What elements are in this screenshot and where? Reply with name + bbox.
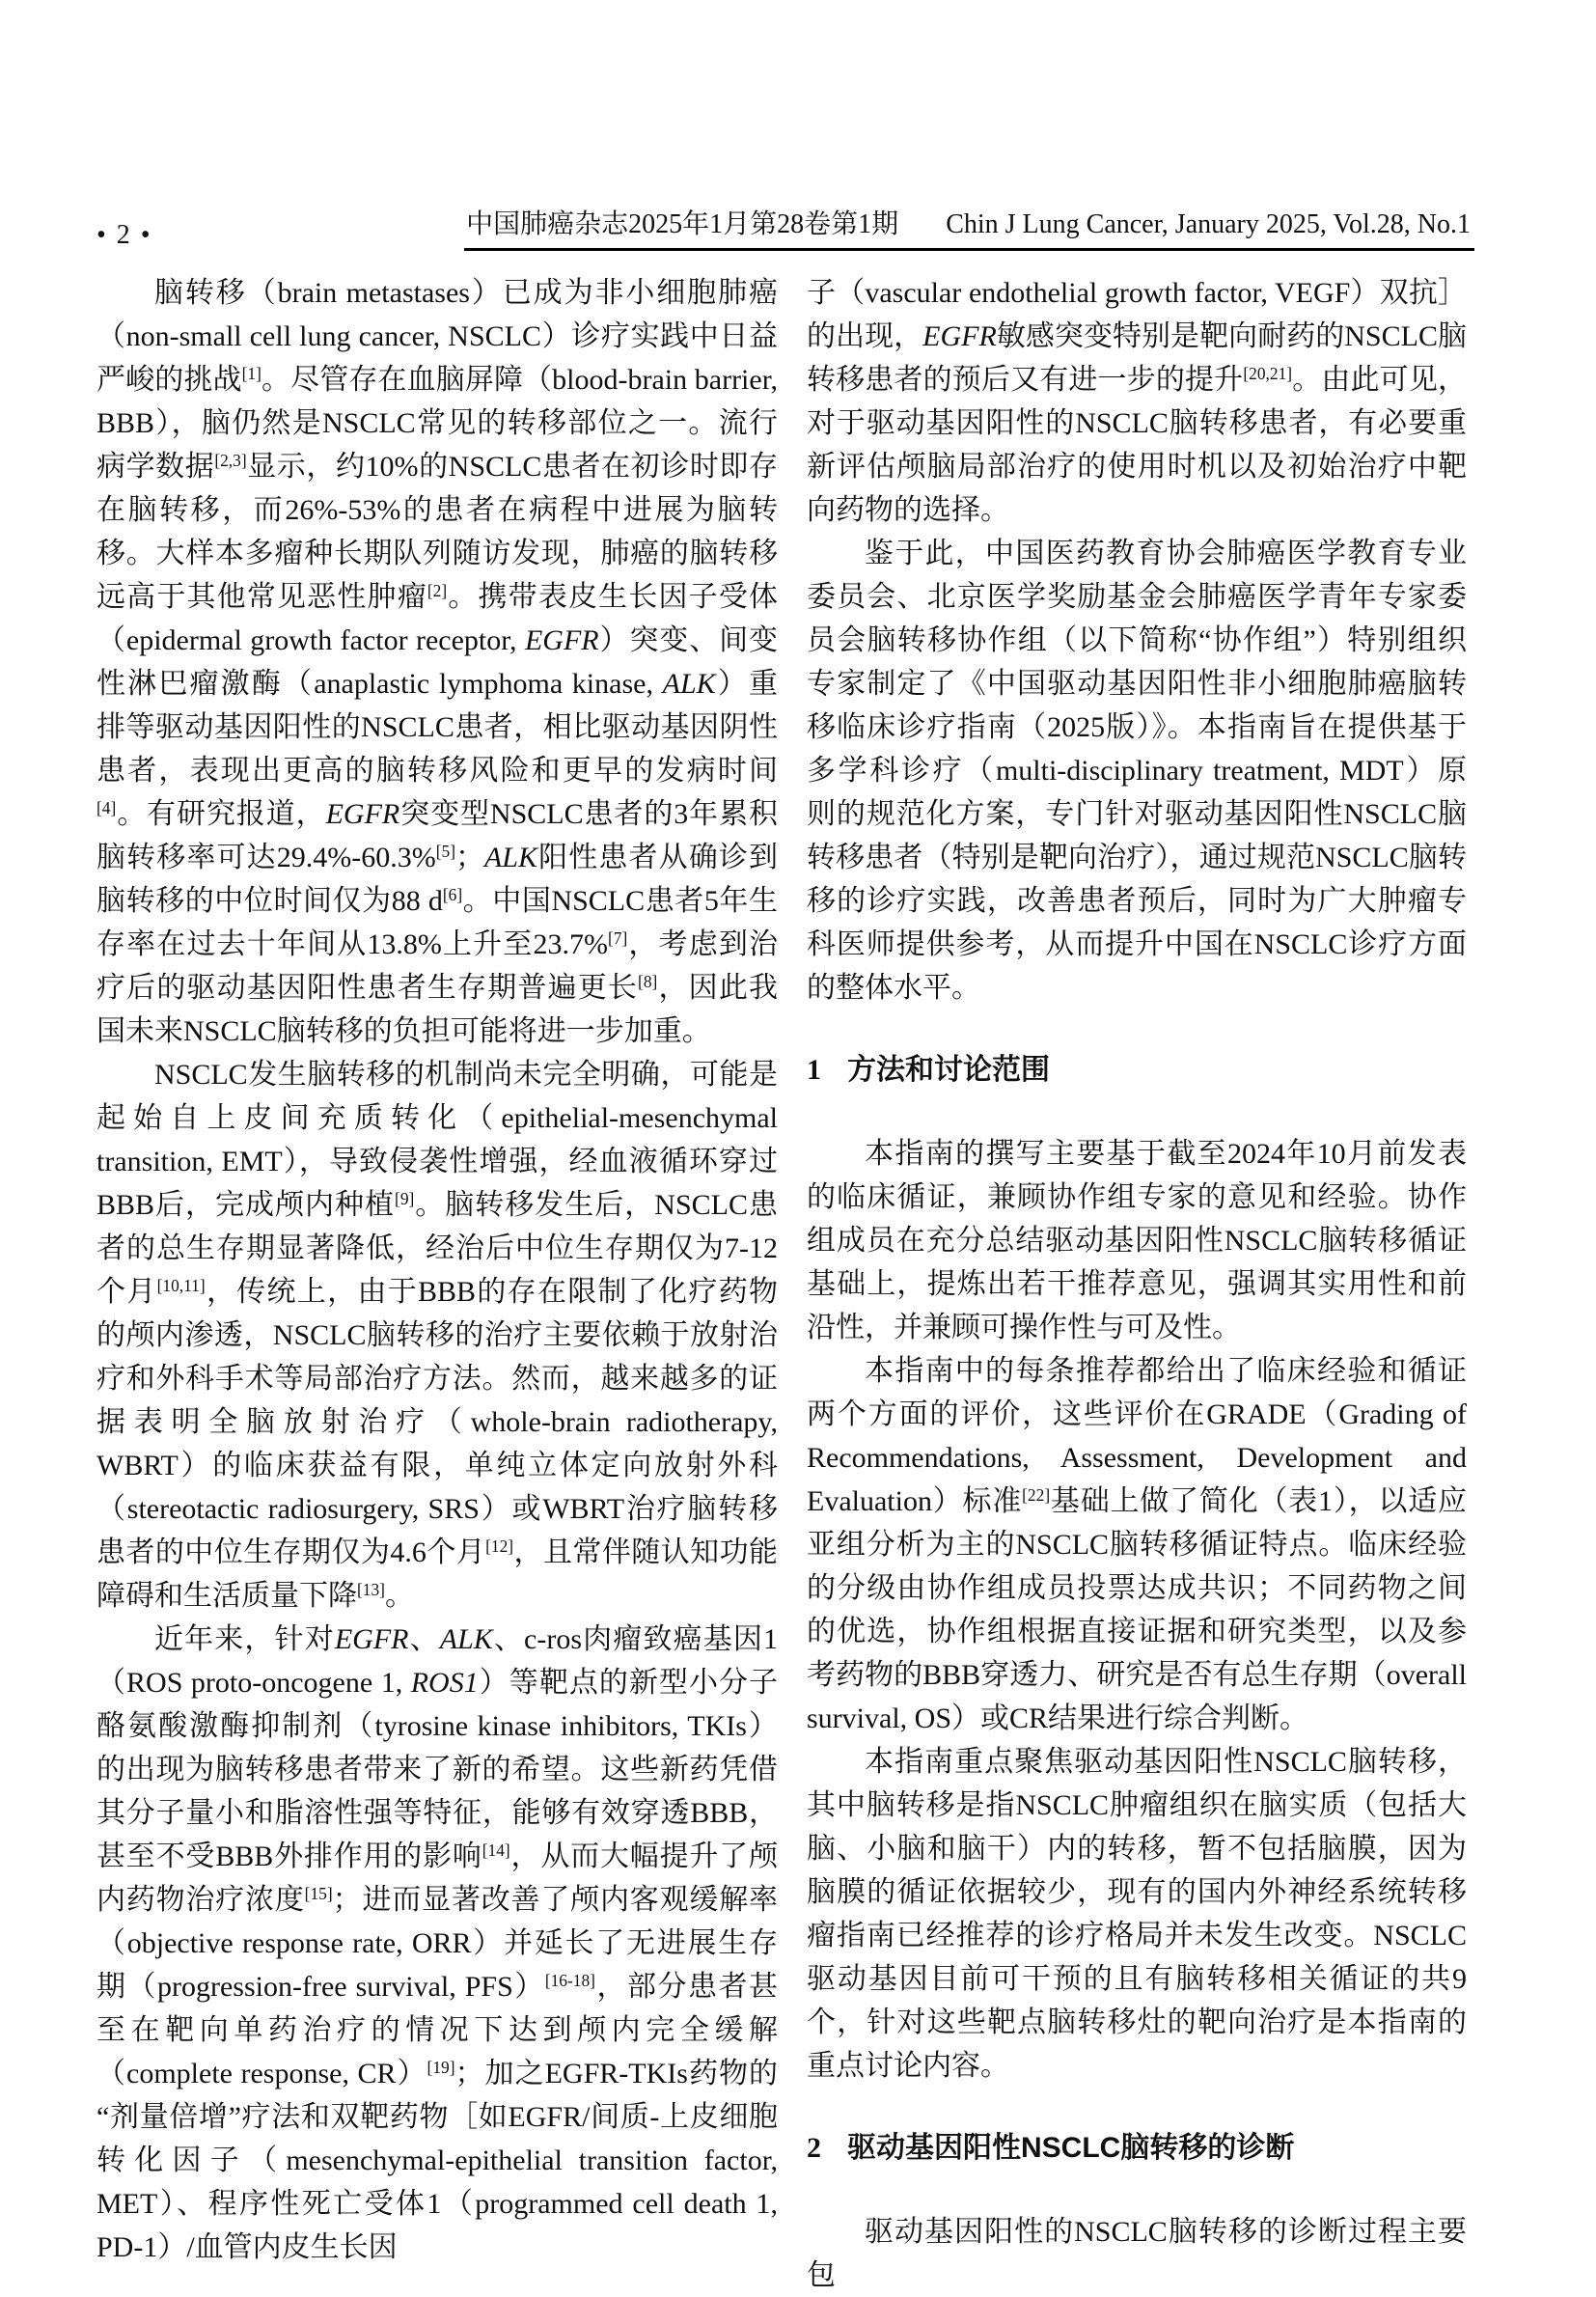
text-run: 敏感突变特别是靶向耐药的NSCLC脑转移患者的预后又有进一步的提升 (807, 320, 1468, 396)
text-run: ，从而大幅提升了颅内药物治疗浓度 (96, 1840, 778, 1916)
gene-name: EGFR (325, 798, 400, 830)
text-run: 。有研究报道， (116, 798, 326, 830)
text-run: 、c-ros肉瘤致癌基因1（ROS proto-oncogene 1, (96, 1623, 778, 1699)
text-run: 。携带表皮生长因子受体（epidermal growth factor receptor, (96, 581, 778, 656)
section-number: 2 (807, 2132, 821, 2164)
text-run: 。中国NSCLC患者5年生存率在过去十年间从13.8%上升至23.7% (96, 885, 779, 960)
gene-name: ALK (662, 668, 716, 700)
gene-name: ALK (439, 1623, 493, 1655)
section-heading: 2 驱动基因阳性NSCLC脑转移的诊断 (807, 2132, 1295, 2164)
text-run: ，考虑到治疗后的驱动基因阳性患者生存期普遍更长 (96, 928, 779, 1004)
reference-marker: [4] (96, 798, 117, 818)
reference-marker: [16-18] (544, 1971, 595, 1991)
reference-marker: [19] (427, 2058, 455, 2078)
text-run: NSCLC发生脑转移的机制尚未完全明确，可能是起始自上皮间充质转化（epithelial-mesenchymal transition, EMT），导致侵袭性增强，经血液循环穿过BBB后，完成颅内种植 (96, 1059, 778, 1221)
paragraph (96, 271, 778, 1053)
journal-title-cn: 中国肺癌杂志2025年1月第28卷第1期 (466, 209, 899, 239)
paragraph (96, 1618, 778, 2269)
section-number: 1 (807, 1054, 821, 1086)
gene-name: EGFR (334, 1623, 409, 1655)
reference-marker: [14] (482, 1840, 510, 1861)
paragraph (807, 1740, 1467, 2088)
text-run: 。 (384, 1580, 414, 1612)
section-heading: 1 方法和讨论范围 (807, 1054, 1050, 1086)
reference-marker: [8] (638, 972, 658, 992)
article-column-right (807, 271, 1467, 2297)
reference-marker: [7] (607, 928, 628, 949)
text-run: ）重排等驱动基因阳性的NSCLC患者，相比驱动基因阴性患者，表现出更高的脑转移风险和更早的发病时间 (96, 668, 778, 787)
reference-marker: [12] (485, 1536, 514, 1557)
text-run: ）等靶点的新型小分子酪氨酸激酶抑制剂（tyrosine kinase inhibitors, TKIs）的出现为脑转移患者带来了新的希望。这些新药凭借其分子量小和脂溶性强等特征，能够有效穿透BBB，甚至不受BBB外排作用的影响 (96, 1667, 779, 1872)
gene-name: ROS1 (410, 1667, 479, 1699)
reference-marker: [1] (241, 364, 261, 384)
reference-marker: [2] (427, 581, 448, 601)
gene-name: EGFR (922, 320, 997, 352)
paragraph (807, 1349, 1467, 1740)
text-run: ； (454, 842, 484, 873)
journal-title-en: Chin J Lung Cancer, January 2025, Vol.28, No.1 (946, 209, 1471, 239)
text-run: ，因此我国未来NSCLC脑转移的负担可能将进一步加重。 (96, 972, 779, 1047)
reference-marker: [20,21] (1243, 364, 1293, 384)
text-run: 。尽管存在血脑屏障（blood-brain barrier, BBB），脑仍然是NSCLC常见的转移部位之一。流行病学数据 (96, 364, 778, 483)
text-run: 显示，约10%的NSCLC患者在初诊时即存在脑转移，而26%-53%的患者在病程中进展为脑转移。大样本多瘤种长期队列随访发现，肺癌的脑转移远高于其他常见恶性肿瘤 (96, 451, 778, 613)
reference-marker: [22] (1022, 1485, 1051, 1506)
page-number: • 2 • (96, 220, 152, 250)
text-run: ）突变、间变性淋巴瘤激酶（anaplastic lymphoma kinase, (96, 624, 778, 700)
text-run: 近年来，针对 (154, 1623, 335, 1655)
reference-marker: [9] (395, 1189, 415, 1209)
reference-marker: [10,11] (156, 1276, 206, 1296)
text-run: 脑转移（brain metastases）已成为非小细胞肺癌（non-small cell lung cancer, NSCLC）诊疗实践中日益严峻的挑战 (96, 277, 778, 396)
reference-marker: [6] (442, 885, 463, 905)
paragraph (807, 532, 1467, 1010)
text-run: 本指南中的每条推荐都给出了临床经验和循证两个方面的评价，这些评价在GRADE（Grading of Recommendations, Assessment, Development and Evaluation）标准 (807, 1355, 1467, 1517)
text-run: 突变型NSCLC患者的3年累积脑转移率可达29.4%-60.3% (96, 798, 779, 873)
reference-marker: [13] (357, 1580, 385, 1600)
text-run: 驱动基因阳性的NSCLC脑转移的诊断过程主要包 (807, 2216, 1467, 2291)
text-run: ，且常伴随认知功能障碍和生活质量下降 (96, 1536, 779, 1612)
article-column-left (96, 271, 778, 2269)
gene-name: ALK (483, 842, 538, 873)
text-run: 鉴于此，中国医药教育协会肺癌医学教育专业委员会、北京医学奖励基金会肺癌医学青年专家委员会脑转移协作组（以下简称“协作组”）特别组织专家制定了《中国驱动基因阳性非小细胞肺癌脑转移临床诊疗指南（2025版）》。本指南旨在提供基于多学科诊疗（multi-disciplinary treatment, MDT）原则的规范化方案，专门针对驱动基因阳性NSCLC脑转移患者（特别是靶向治疗），通过规范NSCLC脑转移的诊疗实践，改善患者预后，同时为广大肿瘤专科医师提供参考，从而提升中国在NSCLC诊疗方面的整体水平。 (807, 538, 1467, 1004)
text-run: 阳性患者从确诊到脑转移的中位时间仅为88 d (96, 842, 778, 917)
reference-marker: [2,3] (214, 451, 247, 471)
journal-title (464, 203, 1474, 251)
text-run: ；进而显著改善了颅内客观缓解率（objective response rate, ORR）并延长了无进展生存期（progression-free survival, PFS） (96, 1884, 778, 2003)
text-run: ，部分患者甚至在靶向单药治疗的情况下达到颅内完全缓解（complete response, CR） (96, 1971, 778, 2089)
page-header (96, 203, 1474, 251)
text-run: 本指南的撰写主要基于截至2024年10月前发表的临床循证，兼顾协作组专家的意见和经验。协作组成员在充分总结驱动基因阳性NSCLC脑转移循证基础上，提炼出若干推荐意见，强调其实用性和前沿性，并兼顾可操作性与可及性。 (807, 1138, 1467, 1343)
text-run: 、 (408, 1623, 440, 1655)
text-run: ；加之EGFR-TKIs药物的“剂量倍增”疗法和双靶药物［如EGFR/间质-上皮细胞转化因子（mesenchymal-epithelial transition factor, MET）、程序性死亡受体1（programmed cell death 1, PD-1）/血管内皮生长因 (96, 2058, 778, 2263)
text-run: 子（vascular endothelial growth factor, VEGF）双抗］的出现， (807, 277, 1467, 352)
reference-marker: [15] (304, 1884, 333, 1904)
text-run: 基础上做了简化（表1），以适应亚组分析为主的NSCLC脑转移循证特点。临床经验的分级由协作组成员投票达成共识；不同药物之间的优选，协作组根据直接证据和研究类型，以及参考药物的BBB穿透力、研究是否有总生存期（overall survival, OS）或CR结果进行综合判断。 (807, 1485, 1468, 1734)
text-run: ，传统上，由于BBB的存在限制了化疗药物的颅内渗透，NSCLC脑转移的治疗主要依赖于放射治疗和外科手术等局部治疗方法。然而，越来越多的证据表明全脑放射治疗（whole-brain radiotherapy, WBRT）的临床获益有限，单纯立体定向放射外科（stereotactic radiosurgery, SRS）或WBRT治疗脑转移患者的中位生存期仅为4.6个月 (96, 1276, 779, 1568)
paragraph (96, 1053, 778, 1618)
gene-name: EGFR (524, 624, 599, 656)
paragraph (807, 1132, 1467, 1349)
text-run: 。由此可见，对于驱动基因阳性的NSCLC脑转移患者，有必要重新评估颅脑局部治疗的使用时机以及初始治疗中靶向药物的选择。 (807, 364, 1467, 526)
article-body (96, 271, 1467, 2297)
paragraph (807, 271, 1467, 532)
reference-marker: [5] (435, 842, 455, 862)
text-run: 。脑转移发生后，NSCLC患者的总生存期显著降低，经治后中位生存期仅为7-12个月 (96, 1189, 778, 1308)
text-run: 本指南重点聚焦驱动基因阳性NSCLC脑转移，其中脑转移是指NSCLC肿瘤组织在脑实质（包括大脑、小脑和脑干）内的转移，暂不包括脑膜，因为脑膜的循证依据较少，现有的国内外神经系统转移瘤指南已经推荐的诊疗格局并未发生改变。NSCLC驱动基因目前可干预的且有脑转移相关循证的共9个，针对这些靶点脑转移灶的靶向治疗是本指南的重点讨论内容。 (807, 1746, 1467, 2082)
paragraph (807, 2210, 1467, 2297)
